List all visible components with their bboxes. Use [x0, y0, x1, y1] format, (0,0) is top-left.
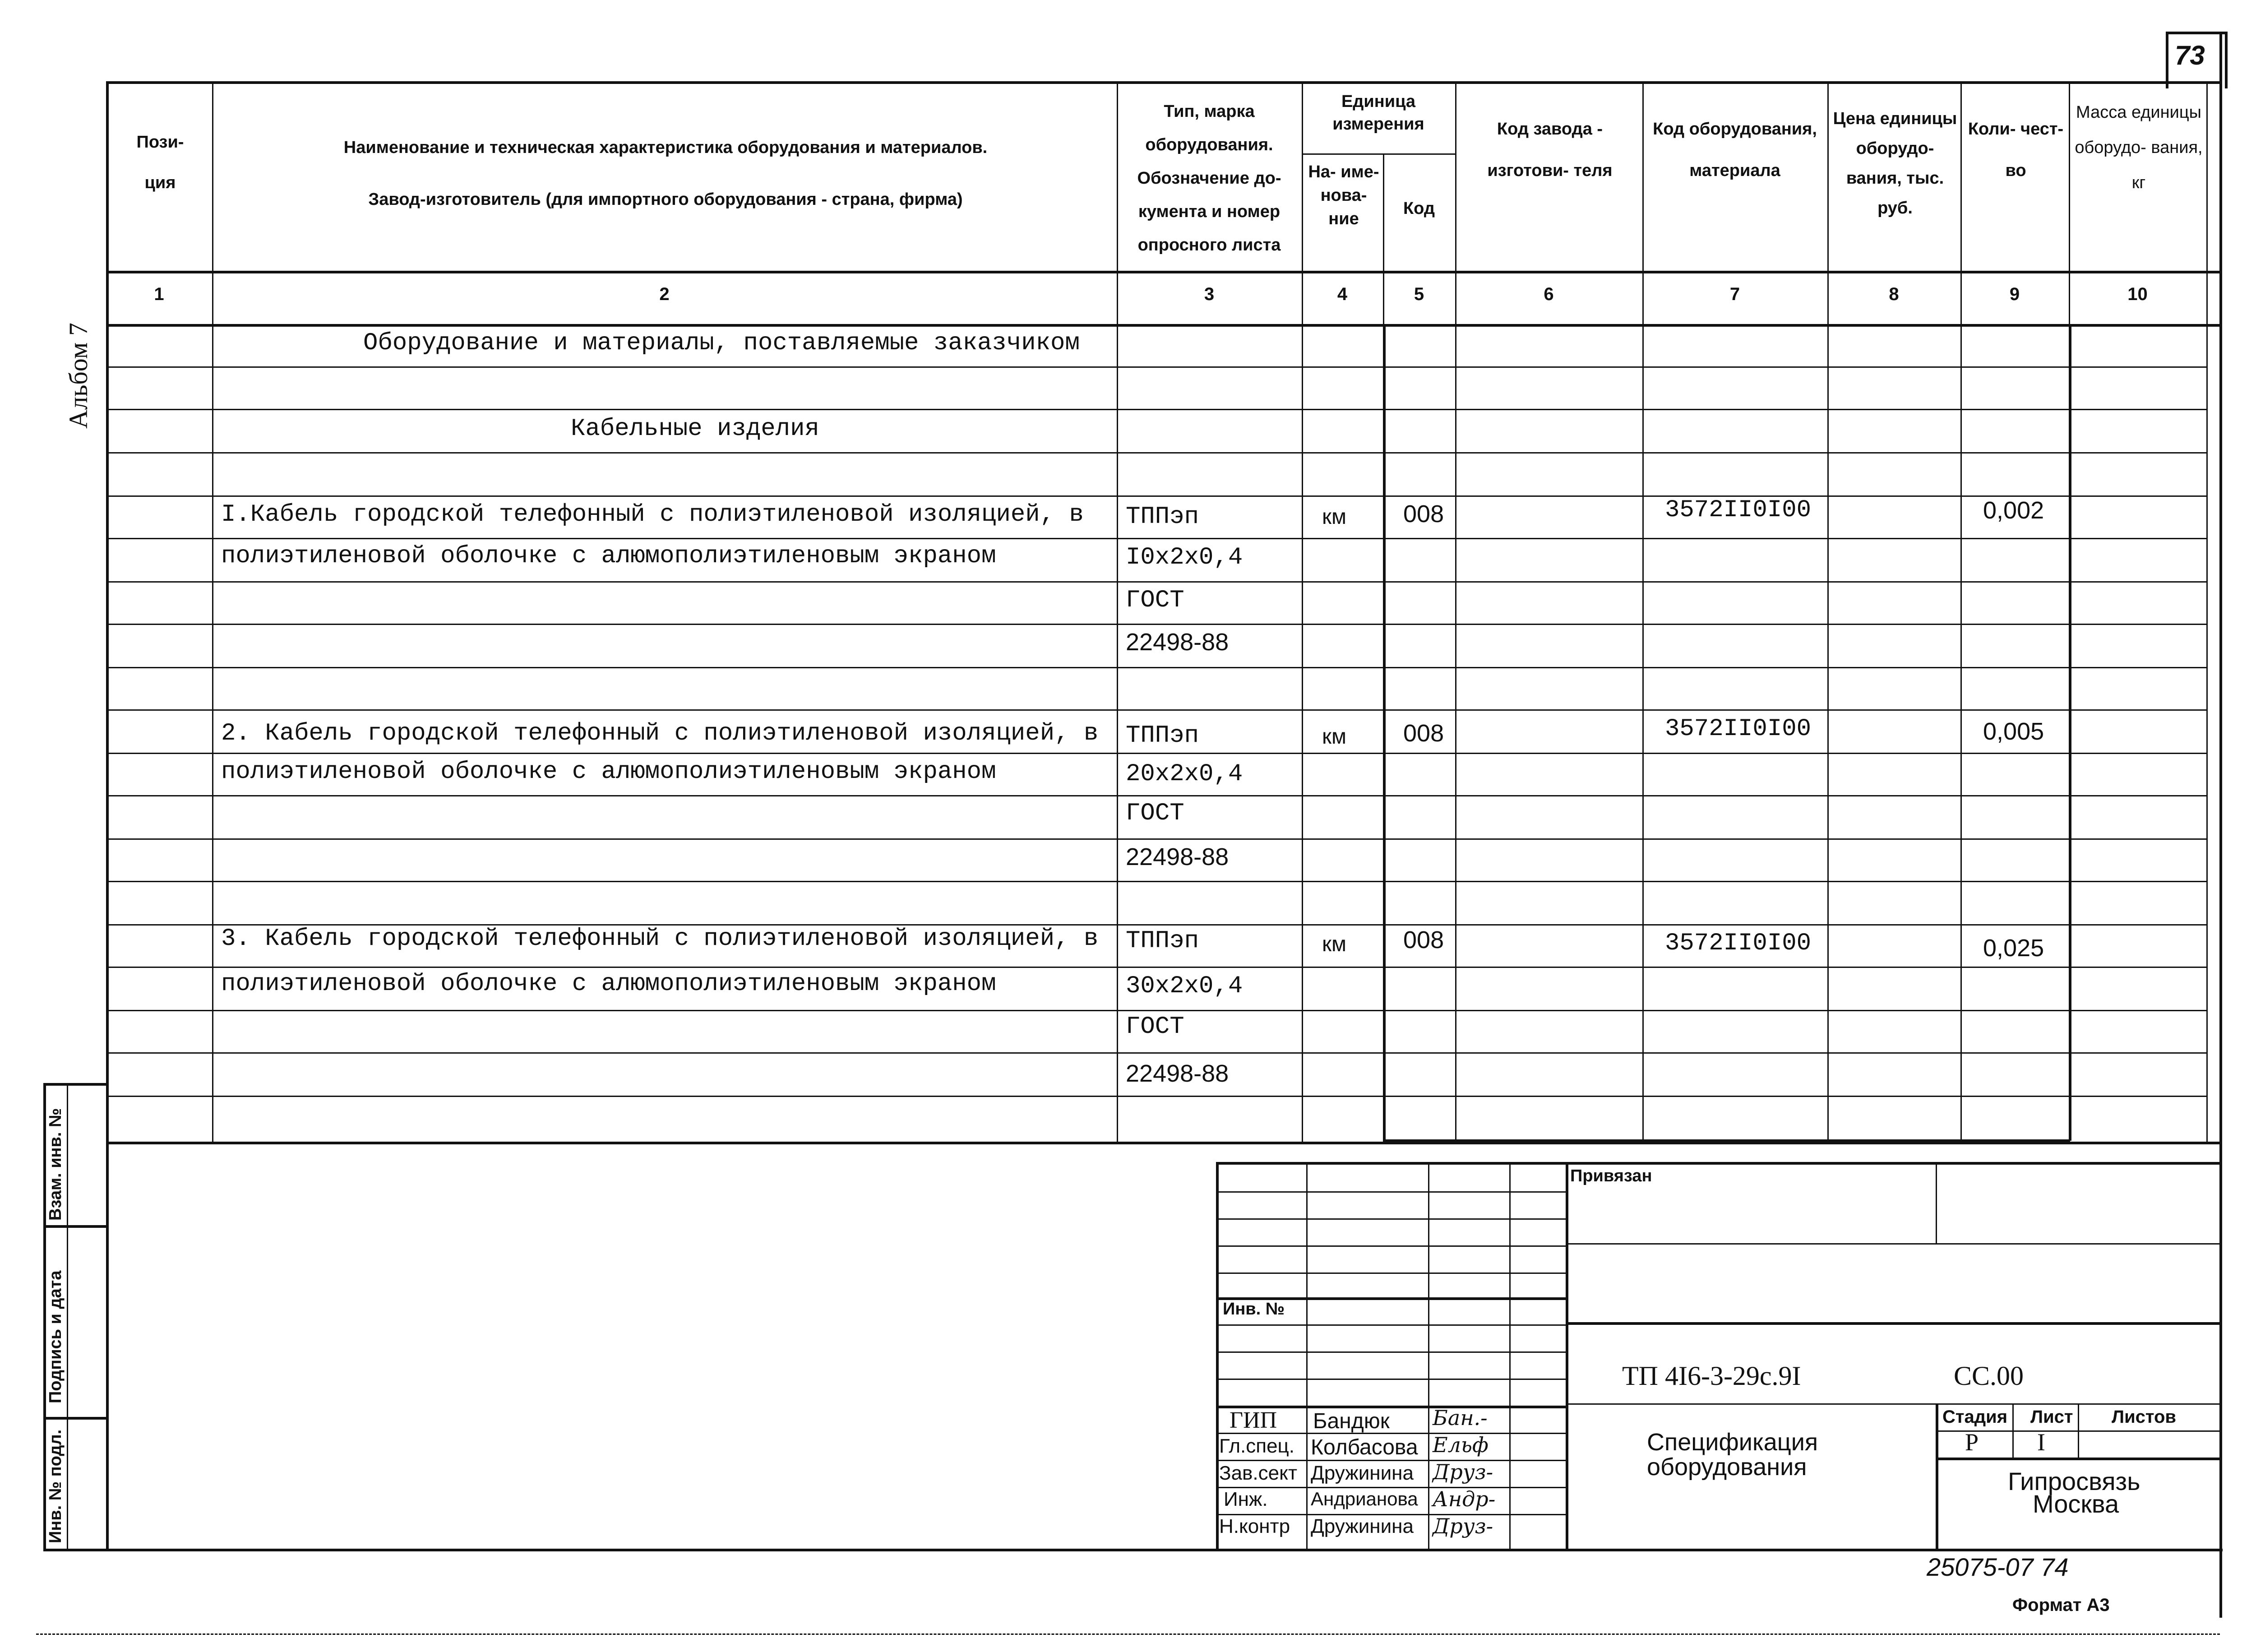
- tb-stage-row: [1936, 1458, 2220, 1460]
- item-2-type: ТППэп: [1126, 722, 1199, 750]
- tb-row: [1216, 1460, 1566, 1461]
- col-line-3: [1302, 81, 1303, 1144]
- item-1-material-code: 3572II0I00: [1665, 496, 1812, 524]
- signer-signature: Андр-: [1433, 1487, 1496, 1511]
- header-price: Цена единицы оборудо- вания, тыс. руб.: [1833, 109, 1957, 217]
- row-line: [106, 838, 2206, 840]
- doc-title-1: Спецификация: [1647, 1429, 1818, 1456]
- tb-col: [1306, 1162, 1308, 1550]
- album-label: Альбом 7: [64, 323, 93, 429]
- tb-row-right: [1566, 1322, 2220, 1325]
- signer-name: Бандюк: [1313, 1409, 1390, 1433]
- col-line-10: [2206, 81, 2208, 1144]
- row-line: [106, 1096, 2206, 1097]
- left-stamp-row: [43, 1225, 106, 1228]
- sheet-value: I: [2037, 1429, 2045, 1456]
- row-line: [106, 366, 2206, 368]
- signer-signature: Бан.-: [1433, 1406, 1488, 1430]
- item-3-type: 22498-88: [1126, 1060, 1229, 1087]
- col-line-7: [1827, 81, 1829, 1144]
- tb-col: [1428, 1162, 1429, 1550]
- numbers-bottom: [106, 324, 2222, 327]
- tb-row: [1216, 1351, 1566, 1353]
- item-2-line2: полиэтиленовой оболочке с алюмополиэтиленовым экраном: [221, 758, 996, 786]
- item-2-unit-code: 008: [1403, 720, 1444, 747]
- header-unit-name: На- име- нова- ние: [1308, 162, 1379, 228]
- row-line: [106, 667, 2206, 668]
- item-1-type: I0x2x0,4: [1126, 544, 1243, 571]
- sheet-number: 73: [2175, 40, 2205, 70]
- sheet-label: Лист: [2030, 1407, 2073, 1427]
- row-line: [106, 795, 2206, 796]
- col-line-1: [212, 81, 213, 1144]
- signer-role: ГИП: [1230, 1407, 1277, 1433]
- item-3-material-code: 3572II0I00: [1665, 930, 1812, 957]
- tb-row: [1216, 1273, 1566, 1274]
- signer-role: Инж.: [1224, 1488, 1268, 1510]
- col-number: 7: [1729, 284, 1740, 304]
- header-mass: Масса единицы оборудо- вания, кг: [2075, 103, 2203, 192]
- item-2-type: 20x2x0,4: [1126, 760, 1243, 788]
- col-number: 9: [2009, 284, 2020, 304]
- item-3-line2: полиэтиленовой оболочке с алюмополиэтиленовым экраном: [221, 970, 996, 998]
- row-line: [106, 495, 2206, 497]
- item-1-line2: полиэтиленовой оболочке с алюмополиэтиленовым экраном: [221, 542, 996, 570]
- doc-code: СС.00: [1954, 1361, 2024, 1391]
- item-2-quantity: 0,005: [1983, 718, 2044, 745]
- row-line: [106, 409, 2206, 410]
- tb-col: [1566, 1162, 1568, 1550]
- designation: ТП 4I6-3-29с.9I: [1622, 1361, 1801, 1391]
- vzam-label: Взам. инв. №: [46, 1108, 65, 1221]
- signer-name: Дружинина: [1311, 1515, 1414, 1537]
- tb-stage-col: [2012, 1403, 2014, 1458]
- item-1-quantity: 0,002: [1983, 497, 2044, 524]
- tb-top: [1216, 1162, 2220, 1165]
- item-3-line1: 3. Кабель городской телефонный с полиэтиленовой изоляцией, в: [221, 925, 1099, 953]
- col-number: 1: [154, 284, 164, 304]
- frame-top: [106, 81, 2222, 84]
- inv-label: Инв. № подл.: [46, 1429, 65, 1543]
- col-number: 2: [659, 284, 670, 304]
- item-1-type: 22498-88: [1126, 629, 1229, 656]
- row-line: [106, 538, 2206, 539]
- doc-title-2: оборудования: [1647, 1453, 1807, 1481]
- privyazan-label: Привязан: [1570, 1166, 1652, 1185]
- tb-stage-col: [2078, 1403, 2079, 1458]
- row-line: [106, 624, 2206, 625]
- item-3-type: ТППэп: [1126, 927, 1199, 955]
- col-line-8: [1960, 81, 1962, 1144]
- signer-name: Дружинина: [1311, 1462, 1414, 1484]
- table-bottom: [106, 1142, 2222, 1144]
- signer-name: Колбасова: [1311, 1435, 1418, 1459]
- signer-signature: Друз-: [1433, 1514, 1493, 1538]
- tb-left: [1216, 1162, 1219, 1550]
- unit-split: [1302, 153, 1455, 155]
- tb-row: [1216, 1218, 1566, 1220]
- col-line-6: [1642, 81, 1644, 1144]
- trim-bottom: [36, 1633, 2220, 1635]
- tb-privyazan-split: [1936, 1162, 1937, 1243]
- item-1-unit-code: 008: [1403, 500, 1444, 528]
- header-quantity: Коли- чест- во: [1968, 120, 2064, 180]
- col-line-5: [1455, 81, 1456, 1144]
- org-1: Гипросвязь: [2008, 1467, 2140, 1495]
- row-line: [106, 967, 2206, 968]
- tb-row: [1216, 1191, 1566, 1193]
- item-2-line1: 2. Кабель городской телефонный с полиэтиленовой изоляцией, в: [221, 720, 1099, 747]
- signer-role: Гл.спец.: [1219, 1435, 1294, 1457]
- col-number: 4: [1337, 284, 1348, 304]
- row-line: [106, 1010, 2206, 1011]
- stage-value: Р: [1965, 1429, 1979, 1456]
- row-line: [106, 753, 2206, 754]
- stage-label: Стадия: [1942, 1407, 2008, 1427]
- col-number: 10: [2127, 284, 2148, 304]
- org-2: Москва: [2033, 1490, 2119, 1518]
- header-factory-code: Код завода - изготови- теля: [1487, 120, 1613, 180]
- signer-name: Андрианова: [1311, 1488, 1418, 1509]
- signer-role: Зав.сект: [1219, 1462, 1298, 1484]
- row-line: [106, 581, 2206, 583]
- left-stamp-row: [43, 1417, 106, 1420]
- item-2-type: ГОСТ: [1126, 800, 1184, 827]
- header-bottom: [106, 271, 2222, 273]
- format-label: Формат А3: [2012, 1595, 2110, 1615]
- item-2-material-code: 3572II0I00: [1665, 715, 1812, 743]
- item-2-type: 22498-88: [1126, 843, 1229, 870]
- item-3-unit-name: км: [1322, 932, 1346, 956]
- row-line: [106, 452, 2206, 453]
- item-1-unit-name: км: [1322, 505, 1346, 529]
- row-line: [106, 1052, 2206, 1054]
- body-box-left: [1383, 324, 1386, 1141]
- tb-col: [1509, 1162, 1511, 1550]
- tb-row: [1216, 1324, 1566, 1326]
- col-number: 3: [1204, 284, 1215, 304]
- header-unit: Единица измерения: [1332, 92, 1424, 134]
- signer-signature: Ельф: [1433, 1433, 1489, 1457]
- header-type: Тип, марка оборудования. Обозначение до- кумента и номер опросного листа: [1137, 102, 1281, 255]
- frame-right: [2219, 32, 2222, 1618]
- podpis-label: Подпись и дата: [46, 1270, 65, 1403]
- inv-no-label: Инв. №: [1223, 1300, 1285, 1319]
- item-1-type: ГОСТ: [1126, 587, 1184, 614]
- header-name-line1: Наименование и техническая характеристика оборудования и материалов.: [343, 138, 988, 157]
- item-3-unit-code: 008: [1403, 926, 1444, 953]
- signer-role: Н.контр: [1219, 1515, 1290, 1537]
- item-3-type: 30x2x0,4: [1126, 972, 1243, 1000]
- section-title: Оборудование и материалы, поставляемые заказчиком: [363, 329, 1080, 357]
- signer-signature: Друз-: [1433, 1460, 1493, 1484]
- tb-row-right: [1566, 1403, 2220, 1405]
- tb-stage-left: [1936, 1403, 1938, 1550]
- item-3-quantity: 0,025: [1983, 935, 2044, 962]
- header-unit-code: Код: [1403, 199, 1435, 218]
- header-position: Пози- ция: [136, 133, 184, 192]
- item-1-line1: I.Кабель городской телефонный с полиэтиленовой изоляцией, в: [221, 501, 1084, 528]
- body-box-right: [2069, 324, 2071, 1141]
- header-material-code: Код оборудования, материала: [1653, 120, 1817, 180]
- col-number: 5: [1414, 284, 1424, 304]
- item-1-type: ТППэп: [1126, 503, 1199, 531]
- col-line-2: [1117, 81, 1118, 1144]
- tb-row-right: [1566, 1243, 2220, 1245]
- subsection-title: Кабельные изделия: [571, 415, 819, 443]
- tb-row: [1216, 1245, 1566, 1247]
- tb-row: [1216, 1379, 1566, 1380]
- frame-bottom: [43, 1549, 2223, 1551]
- sheets-label: Листов: [2112, 1407, 2176, 1427]
- left-stamp-split: [67, 1083, 68, 1549]
- archive-number: 25075-07 74: [1927, 1553, 2069, 1581]
- row-line: [106, 709, 2206, 711]
- col-number: 8: [1889, 284, 1899, 304]
- header-name-line2: Завод-изготовитель (для импортного оборудования - страна, фирма): [368, 190, 963, 209]
- row-line: [106, 881, 2206, 882]
- item-3-type: ГОСТ: [1126, 1013, 1184, 1041]
- col-number: 6: [1544, 284, 1554, 304]
- item-2-unit-name: км: [1322, 725, 1346, 749]
